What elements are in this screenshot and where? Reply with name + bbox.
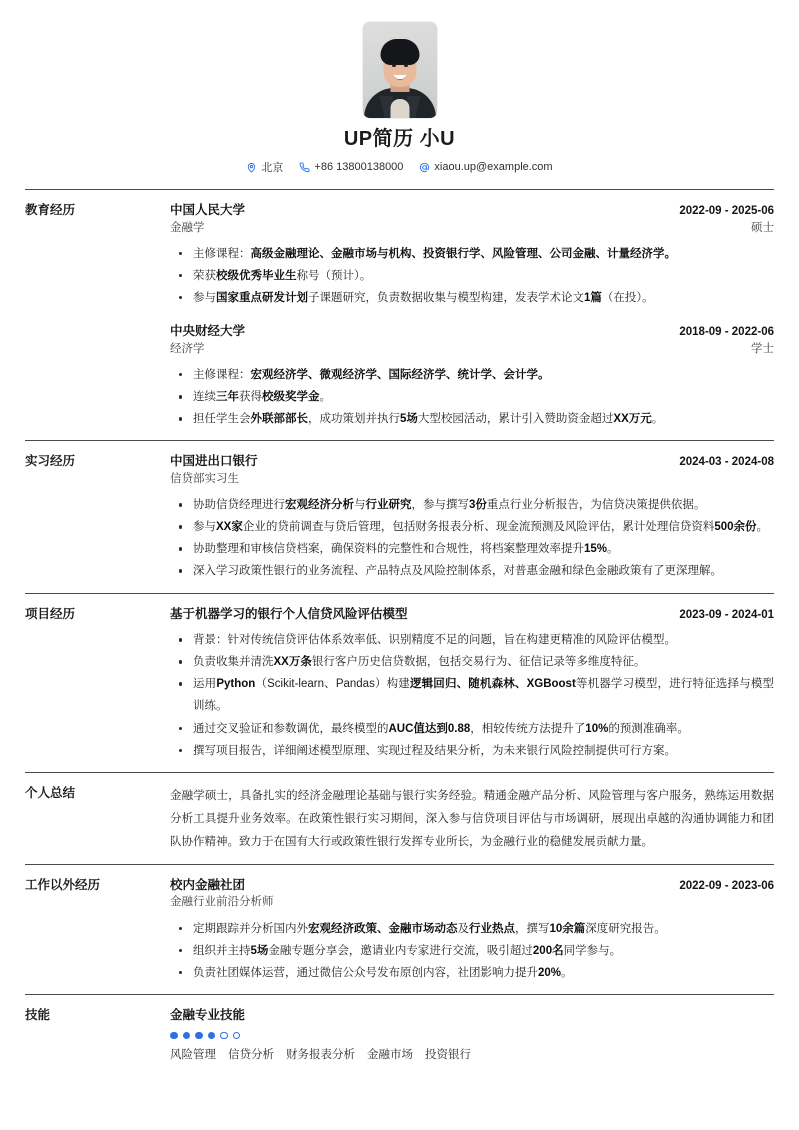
phone-icon — [299, 162, 310, 173]
entry-degree: 学士 — [751, 342, 774, 355]
summary-paragraph: 金融学硕士，具备扎实的经济金融理论基础与银行实务经验。精通金融产品分析、风险管理与客户服务，熟练运用数据分析工具提升业务效率。在政策性银行实习期间，深入参与信贷项目评估与市场调研，展现出卓越的沟通协调能力和团队协作精神。致力于在国有大行或政策性银行发挥专业所长，为金融行业的稳健发展贡献力量。 — [170, 789, 774, 848]
skill-tag-list — [170, 1046, 774, 1064]
bullet-list — [170, 629, 774, 761]
entry-role: 信贷部实习生 — [170, 472, 239, 485]
bullet-item: 通过交叉验证和参数调优，最终模型的AUC值达到0.88，相较传统方法提升了10%的预测准确率。 — [170, 718, 774, 740]
entry-header — [170, 322, 774, 341]
bullet-list — [170, 364, 774, 430]
entry-organization: 校内金融社团 — [170, 877, 246, 892]
bullet-item: 连续三年获得校级奖学金。 — [170, 386, 774, 408]
skill-tag: 风险管理 — [170, 1049, 216, 1062]
skill-tag: 投资银行 — [425, 1049, 471, 1062]
skill-dot-empty — [220, 1032, 228, 1040]
section — [25, 593, 774, 772]
entry-subheader — [170, 894, 774, 911]
skill-dot-empty — [233, 1032, 241, 1040]
entry-organization: 基于机器学习的银行个人信贷风险评估模型 — [170, 606, 408, 621]
resume-header — [25, 0, 774, 189]
entry-role: 金融学 — [170, 221, 205, 234]
skill-dot-filled — [170, 1032, 178, 1040]
section-label: 个人总结 — [25, 785, 76, 800]
entry-degree: 硕士 — [751, 221, 774, 234]
contact-email-text: xiaou.up@example.com — [434, 161, 553, 173]
bullet-item: 协助整理和审核信贷档案，确保资料的完整性和合规性，将档案整理效率提升15%。 — [170, 538, 774, 560]
section — [25, 864, 774, 994]
bullet-item: 协助信贷经理进行宏观经济分析与行业研究，参与撰写3份重点行业分析报告，为信贷决策提供依据。 — [170, 494, 774, 516]
section-body — [170, 784, 774, 854]
experience-entry — [170, 876, 774, 984]
contact-list — [25, 159, 774, 175]
contact-location — [246, 159, 283, 175]
skill-dot-filled — [195, 1032, 203, 1040]
entry-organization: 中国进出口银行 — [170, 454, 258, 469]
photo-eye-left — [392, 64, 396, 67]
entry-subheader — [170, 341, 774, 358]
avatar — [363, 22, 437, 118]
bullet-item: 运用Python（Scikit-learn、Pandas）构建逻辑回归、随机森林、XGBoost等机器学习模型，进行特征选择与模型训练。 — [170, 673, 774, 717]
bullet-item: 负责社团媒体运营，通过微信公众号发布原创内容，社团影响力提升20%。 — [170, 962, 774, 984]
skill-group-title: 金融专业技能 — [170, 1007, 246, 1022]
section — [25, 440, 774, 592]
bullet-item: 组织并主持5场金融专题分享会，邀请业内专家进行交流，吸引超过200名同学参与。 — [170, 940, 774, 962]
skill-dot-filled — [183, 1032, 191, 1040]
resume-sections — [25, 189, 774, 1068]
section-body — [170, 201, 774, 430]
entry-organization: 中央财经大学 — [170, 324, 246, 339]
location-pin-icon — [246, 162, 257, 173]
bullet-item: 主修课程：高级金融理论、金融市场与机构、投资银行学、风险管理、公司金融、计量经济学。 — [170, 243, 774, 265]
skill-tag: 信贷分析 — [228, 1049, 274, 1062]
section — [25, 772, 774, 864]
entry-date-range: 2022-09 - 2023-06 — [679, 879, 774, 892]
bullet-item: 担任学生会外联部部长，成功策划并执行5场大型校园活动，累计引入赞助资金超过XX万元。 — [170, 408, 774, 430]
section-body — [170, 1006, 774, 1065]
photo-shirt — [390, 99, 409, 118]
entry-header — [170, 452, 774, 471]
bullet-item: 撰写项目报告，详细阐述模型原理、实现过程及结果分析，为未来银行风险控制提供可行方案。 — [170, 740, 774, 762]
contact-phone — [299, 161, 403, 173]
section-body — [170, 452, 774, 582]
entry-date-range: 2018-09 - 2022-06 — [679, 326, 774, 339]
section-label: 项目经历 — [25, 606, 76, 621]
entry-header — [170, 876, 774, 895]
experience-entry — [170, 201, 774, 309]
skill-level-rating — [170, 1032, 774, 1040]
skill-tag: 金融市场 — [367, 1049, 413, 1062]
entry-organization: 中国人民大学 — [170, 203, 246, 217]
entry-subheader — [170, 471, 774, 488]
experience-entry — [170, 452, 774, 582]
bullet-item: 参与国家重点研发计划子课题研究，负责数据收集与模型构建，发表学术论文1篇（在投）。 — [170, 287, 774, 309]
entry-date-range: 2022-09 - 2025-06 — [679, 205, 774, 217]
entry-role: 金融行业前沿分析师 — [170, 896, 274, 909]
bullet-item: 定期跟踪并分析国内外宏观经济政策、金融市场动态及行业热点，撰写10余篇深度研究报告。 — [170, 918, 774, 940]
section-body — [170, 605, 774, 762]
bullet-list — [170, 494, 774, 582]
entry-role: 经济学 — [170, 342, 205, 355]
bullet-item: 参与XX家企业的贷前调查与贷后管理，包括财务报表分析、现金流预测及风险评估，累计处理信贷资料500余份。 — [170, 516, 774, 538]
experience-entry — [170, 605, 774, 762]
bullet-item: 背景：针对传统信贷评估体系效率低、识别精度不足的问题，旨在构建更精准的风险评估模型。 — [170, 629, 774, 651]
entry-header — [170, 605, 774, 624]
bullet-item: 主修课程：宏观经济学、微观经济学、国际经济学、统计学、会计学。 — [170, 364, 774, 386]
section-label: 工作以外经历 — [25, 877, 101, 892]
section-label: 教育经历 — [25, 203, 76, 217]
contact-location-text: 北京 — [261, 162, 284, 174]
section-label: 实习经历 — [25, 454, 76, 469]
skill-tag: 财务报表分析 — [286, 1049, 355, 1062]
photo-eye-right — [404, 64, 408, 67]
section — [25, 189, 774, 440]
bullet-list — [170, 243, 774, 309]
section-label: 技能 — [25, 1007, 51, 1022]
photo-fringe — [383, 50, 417, 59]
bullet-item: 深入学习政策性银行的业务流程、产品特点及风险控制体系，对普惠金融和绿色金融政策有了更深理解。 — [170, 560, 774, 582]
entry-date-range: 2023-09 - 2024-01 — [679, 608, 774, 621]
contact-phone-text: +86 13800138000 — [314, 161, 404, 173]
section — [25, 994, 774, 1069]
experience-entry — [170, 322, 774, 430]
contact-email — [419, 161, 552, 173]
entry-date-range: 2024-03 - 2024-08 — [679, 456, 774, 469]
bullet-item: 负责收集并清洗XX万条银行客户历史信贷数据，包括交易行为、征信记录等多维度特征。 — [170, 651, 774, 673]
bullet-item: 荣获校级优秀毕业生称号（预计）。 — [170, 265, 774, 287]
at-email-icon — [419, 162, 430, 173]
page-title: UP简历 小U — [343, 128, 456, 150]
entry-header — [170, 201, 774, 220]
bullet-list — [170, 918, 774, 984]
section-body — [170, 876, 774, 984]
entry-subheader — [170, 220, 774, 237]
skill-dot-filled — [208, 1032, 216, 1040]
